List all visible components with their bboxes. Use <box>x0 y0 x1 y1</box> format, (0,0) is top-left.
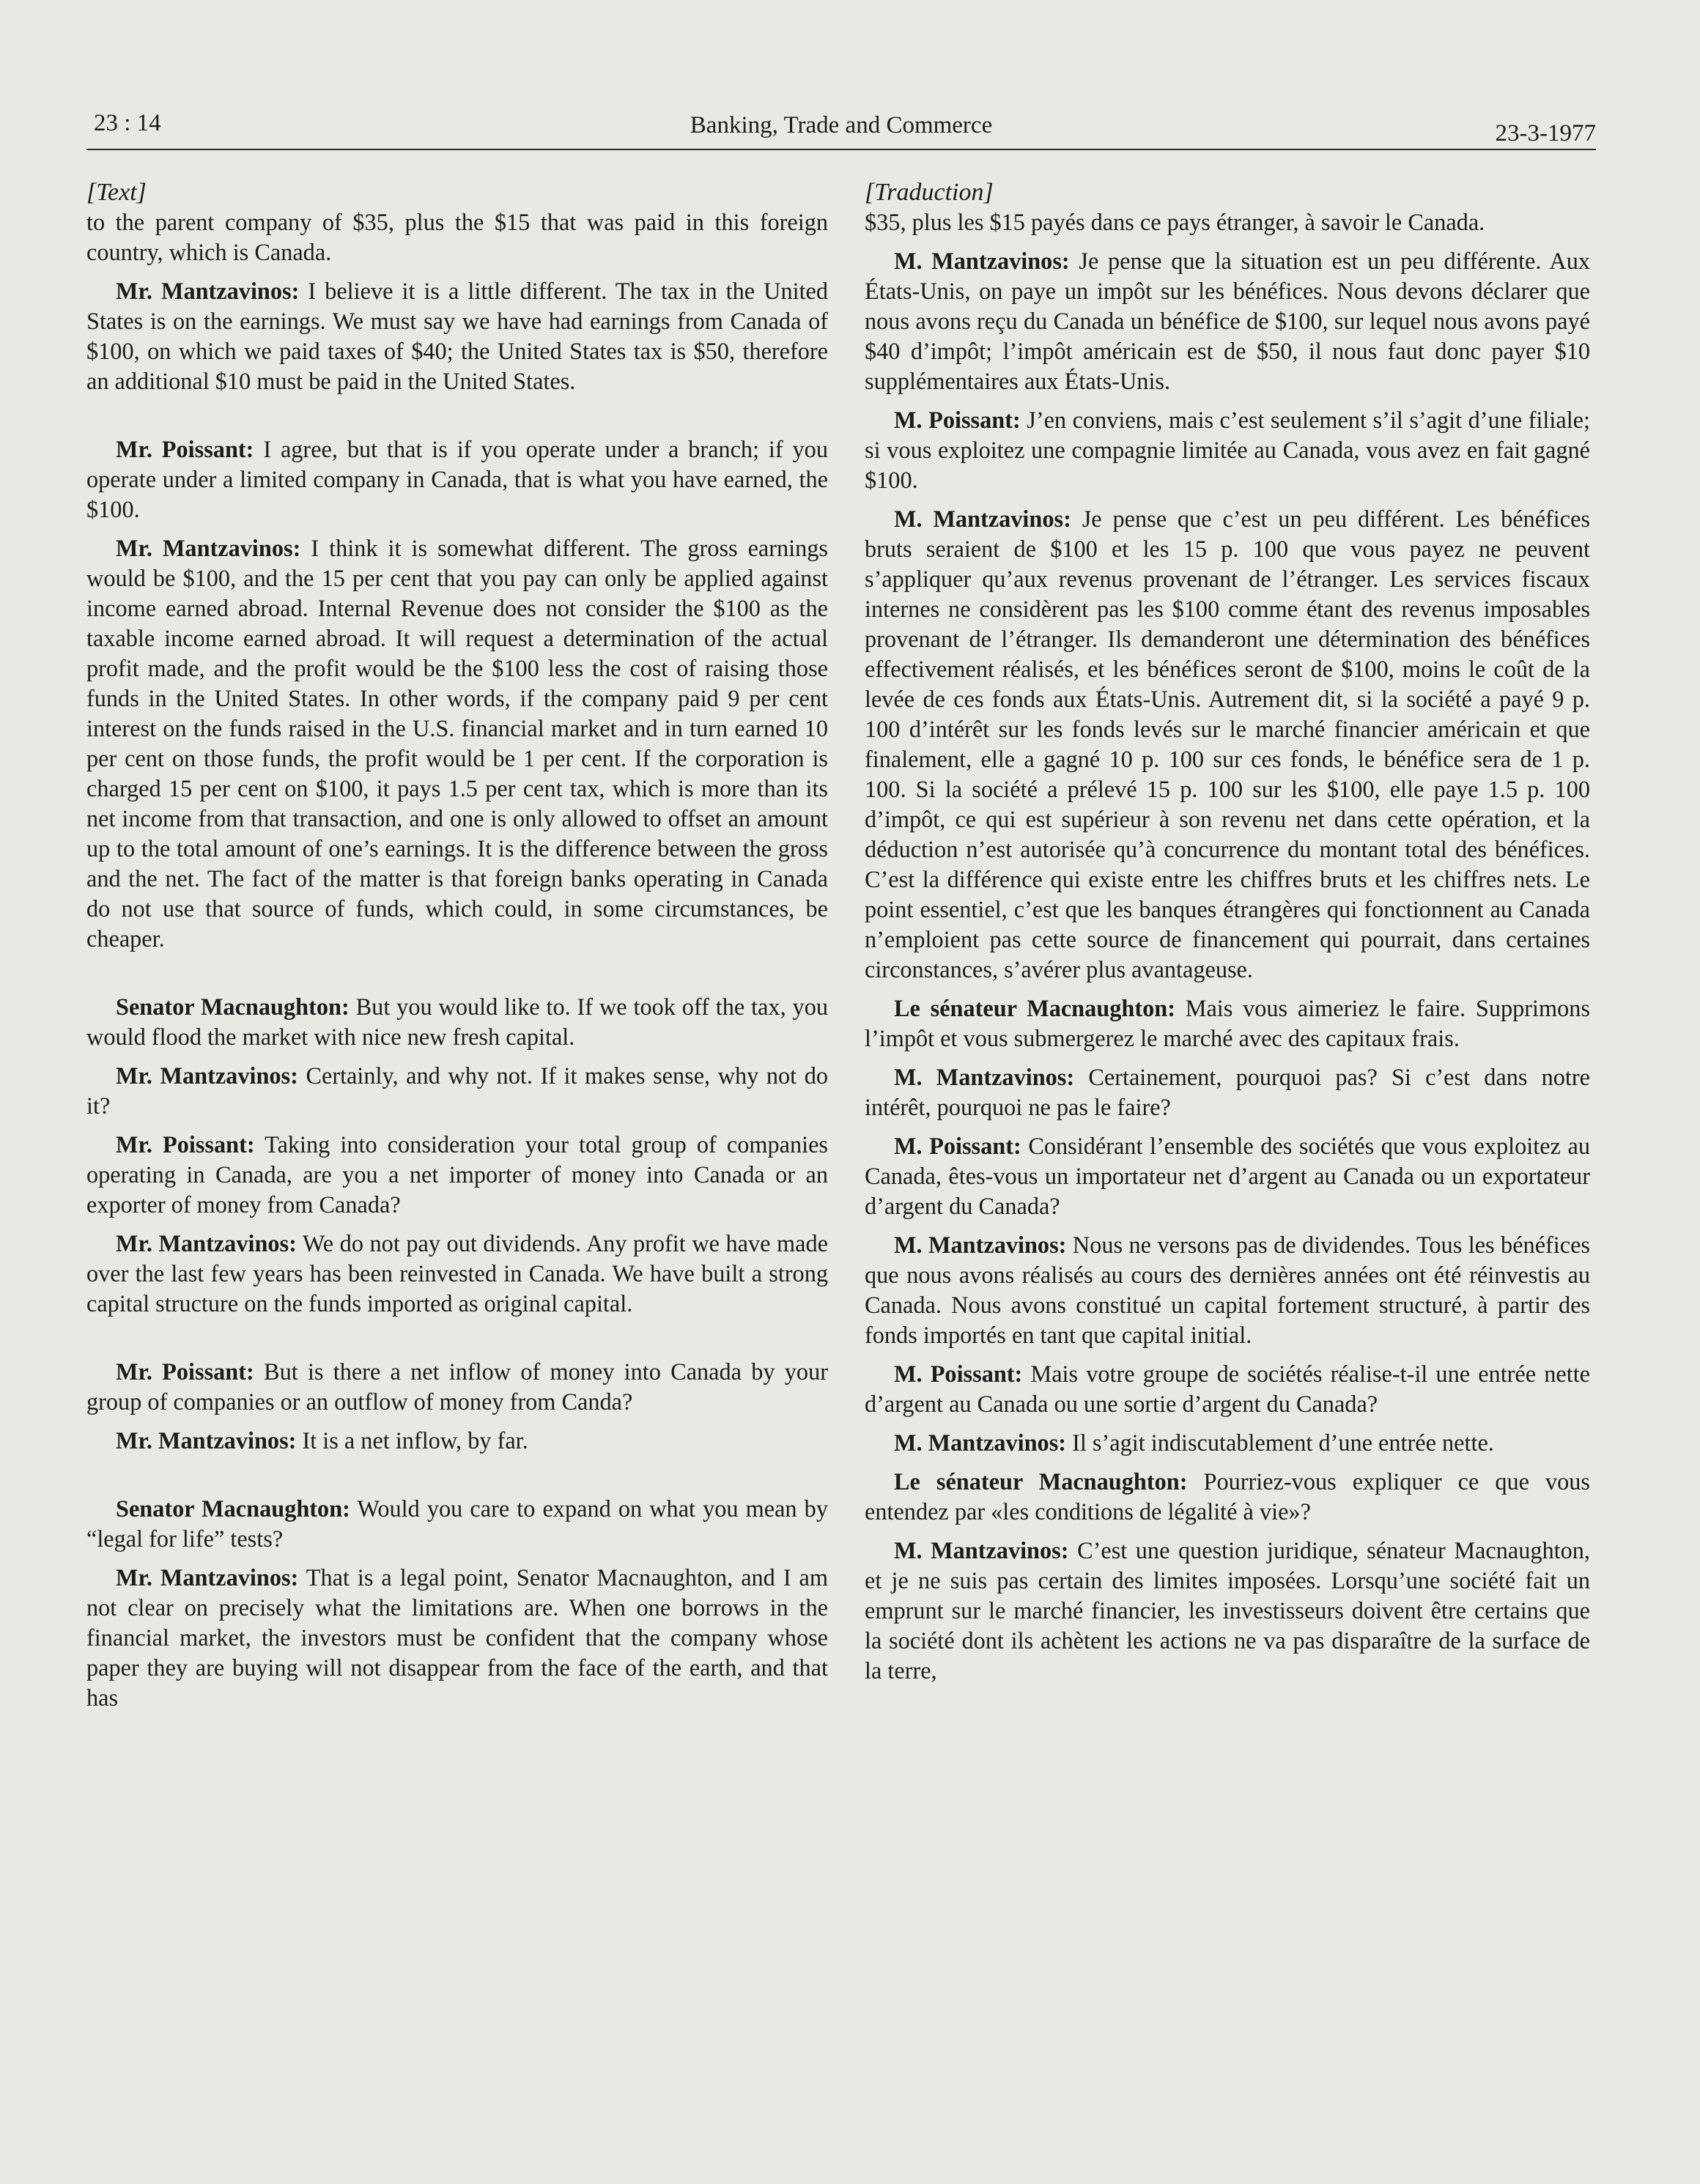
paragraph: Mr. Mantzavinos: It is a net inflow, by far. <box>116 1427 528 1454</box>
speaker: M. Mantzavinos: <box>894 1429 1067 1456</box>
paragraph: Mr. Mantzavinos: I believe it is a little different. The tax in the United States is on the earnings. We must say we have had earnings from Canada of $100, on which we paid taxes of $40; the United States tax is $50, therefore an additional $10 must be paid in the United States. <box>86 278 829 394</box>
speaker: Mr. Poissant: <box>116 1358 254 1385</box>
speaker: Le sénateur Macnaughton: <box>894 1468 1188 1495</box>
paragraph: M. Poissant: Mais votre groupe de sociétés réalise-t-il une entrée nette d’argent au Canada ou une sortie d’argent du Canada? <box>865 1361 1591 1417</box>
speaker: M. Mantzavinos: <box>894 248 1070 274</box>
paragraph: M. Mantzavinos: Il s’agit indiscutablement d’une entrée nette. <box>894 1429 1494 1456</box>
paragraph: $35, plus les $15 payés dans ce pays étranger, à savoir le Canada. <box>865 209 1485 235</box>
paragraph: Mr. Mantzavinos: I think it is somewhat different. The gross earnings would be $100, and the 15 per cent that you pay can only be applied against income earned abroad. Internal Revenue does not consider the $100 as the taxable income earned abroad. It will request a determination of the actual profit made, and the profit would be the $100 less the cost of raising those funds in the United States. In other words, if the company paid 9 per cent interest on the funds raised in the U.S. financial market and in turn earned 10 per cent on those funds, the profit would be 1 per cent. If the corporation is charged 15 per cent on $100, it pays 1.5 per cent tax, which is more than its net income from that transaction, and one is only allowed to offset an amount up to the total amount of one’s earnings. It is the difference between the gross and the net. The fact of the matter is that foreign banks operating in Canada do not use that source of funds, which could, in some circumstances, be cheaper. <box>86 535 829 952</box>
paragraph: M. Mantzavinos: Certainement, pourquoi pas? Si c’est dans notre intérêt, pourquoi ne pas le faire? <box>865 1064 1590 1120</box>
paragraph: Senator Macnaughton: Would you care to expand on what you mean by “legal for life” tests? <box>86 1495 828 1552</box>
speaker: M. Poissant: <box>894 1133 1021 1159</box>
speaker: Senator Macnaughton: <box>116 1495 350 1522</box>
running-header <box>86 103 1596 147</box>
paragraph: M. Mantzavinos: Nous ne versons pas de dividendes. Tous les bénéfices que nous avons réalisés au cours des dernières années ont été réinvestis au Canada. Nous avons constitué un capital fortement structuré, à partir des fonds importés en tant que capital initial. <box>865 1232 1590 1348</box>
column-label: [Traduction] <box>865 179 994 206</box>
paragraph: Senator Macnaughton: But you would like to. If we took off the tax, you would flood the market with nice new fresh capital. <box>86 993 828 1050</box>
paragraph: M. Poissant: J’en conviens, mais c’est seulement s’il s’agit d’une filiale; si vous exploitez une compagnie limitée au Canada, vous avez en fait gagné $100. <box>865 407 1590 493</box>
speaker: M. Mantzavinos: <box>894 1232 1067 1258</box>
french-column <box>865 177 1590 1686</box>
committee-title: Banking, Trade and Commerce <box>690 112 993 138</box>
speaker: Senator Macnaughton: <box>116 993 350 1020</box>
header-rule <box>86 149 1596 150</box>
speaker: M. Poissant: <box>894 407 1021 433</box>
speaker: M. Poissant: <box>894 1361 1023 1387</box>
paragraph: Le sénateur Macnaughton: Pourriez-vous expliquer ce que vous entendez par «les conditions de légalité à vie»? <box>865 1468 1590 1525</box>
speaker: Mr. Mantzavinos: <box>116 1427 297 1454</box>
paragraph: to the parent company of $35, plus the $15 that was paid in this foreign country, which is Canada. <box>86 209 828 265</box>
paragraph: M. Mantzavinos: Je pense que la situation est un peu différente. Aux États-Unis, on paye un impôt sur les bénéfices. Nous devons déclarer que nous avons reçu du Canada un bénéfice de $100, sur lequel nous avons payé $40 d’impôt; l’impôt américain est de $50, il nous faut donc payer $10 supplémentaires aux États-Unis. <box>865 248 1590 394</box>
speaker: Mr. Mantzavinos: <box>116 535 301 561</box>
column-label: [Text] <box>86 179 147 206</box>
speaker: M. Mantzavinos: <box>894 1064 1075 1090</box>
speaker: Le sénateur Macnaughton: <box>894 995 1175 1021</box>
date: 23-3-1977 <box>1495 120 1596 147</box>
english-column <box>86 177 828 1713</box>
paragraph: M. Mantzavinos: Je pense que c’est un peu différent. Les bénéfices bruts seraient de $100 et les 15 p. 100 que vous payez ne peuvent s’appliquer qu’aux revenus provenant de l’étranger. Les services fiscaux internes ne considèrent pas les $100 comme étant des revenus imposables provenant de l’étranger. Ils demanderont une détermination des bénéfices effectivement réalisés, et les bénéfices seront de $100, moins le coût de la levée de ces fonds aux États-Unis. Autrement dit, si la société a payé 9 p. 100 d’intérêt sur les fonds levés sur le marché financier américain et que finalement, elle a gagné 10 p. 100 sur ces fonds, le bénéfice sera de 1 p. 100. Si la société a prélevé 15 p. 100 sur les $100, elle paye 1.5 p. 100 d’impôt, ce qui est supérieur à son revenu net dans cette opération, et la déduction n’est autorisée qu’à concurrence du montant total des bénéfices. C’est la différence qui existe entre les chiffres bruts et les chiffres nets. Le point essentiel, c’est que les banques étrangères qui fonctionnent au Canada n’emploient pas cette source de financement qui pourrait, dans certaines circonstances, s’avérer plus avantageuse. <box>865 506 1591 982</box>
speaker: Mr. Mantzavinos: <box>116 1230 297 1256</box>
speaker: Mr. Mantzavinos: <box>116 1062 298 1089</box>
paragraph: Mr. Poissant: I agree, but that is if you operate under a branch; if you operate under a limited company in Canada, that is what you have earned, the $100. <box>86 436 828 522</box>
speaker: M. Mantzavinos: <box>894 506 1071 532</box>
paragraph: Mr. Poissant: Taking into consideration your total group of companies operating in Canada, are you a net importer of money into Canada or an exporter of money from Canada? <box>86 1131 828 1218</box>
speaker: Mr. Mantzavinos: <box>116 1564 299 1591</box>
speaker: Mr. Poissant: <box>116 436 254 462</box>
speaker: Mr. Mantzavinos: <box>116 278 300 304</box>
paragraph: Le sénateur Macnaughton: Mais vous aimeriez le faire. Supprimons l’impôt et vous submergerez le marché avec des capitaux frais. <box>865 995 1590 1051</box>
paragraph: Mr. Mantzavinos: That is a legal point, Senator Macnaughton, and I am not clear on precisely what the limitations are. When one borrows in the financial market, the investors must be confident that the company whose paper they are buying will not disappear from the face of the earth, and that has <box>86 1564 829 1711</box>
paragraph: Mr. Poissant: But is there a net inflow of money into Canada by your group of companies or an outflow of money from Canda? <box>86 1358 828 1415</box>
paragraph: M. Poissant: Considérant l’ensemble des sociétés que vous exploitez au Canada, êtes-vous un importateur net d’argent au Canada ou un exportateur d’argent du Canada? <box>865 1133 1590 1219</box>
page-number: 23 : 14 <box>94 110 161 136</box>
speaker: Mr. Poissant: <box>116 1131 255 1158</box>
speaker: M. Mantzavinos: <box>894 1537 1069 1563</box>
paragraph: M. Mantzavinos: C’est une question juridique, sénateur Macnaughton, et je ne suis pas certain des limites imposées. Lorsqu’une société fait un emprunt sur le marché financier, les investisseurs doivent être certains que la société dont ils achètent les actions ne va pas disparaître de la surface de la terre, <box>865 1537 1590 1684</box>
paragraph: Mr. Mantzavinos: We do not pay out dividends. Any profit we have made over the last few years has been reinvested in Canada. We have built a strong capital structure on the funds imported as original capital. <box>86 1230 828 1317</box>
paragraph: Mr. Mantzavinos: Certainly, and why not. If it makes sense, why not do it? <box>86 1062 829 1119</box>
